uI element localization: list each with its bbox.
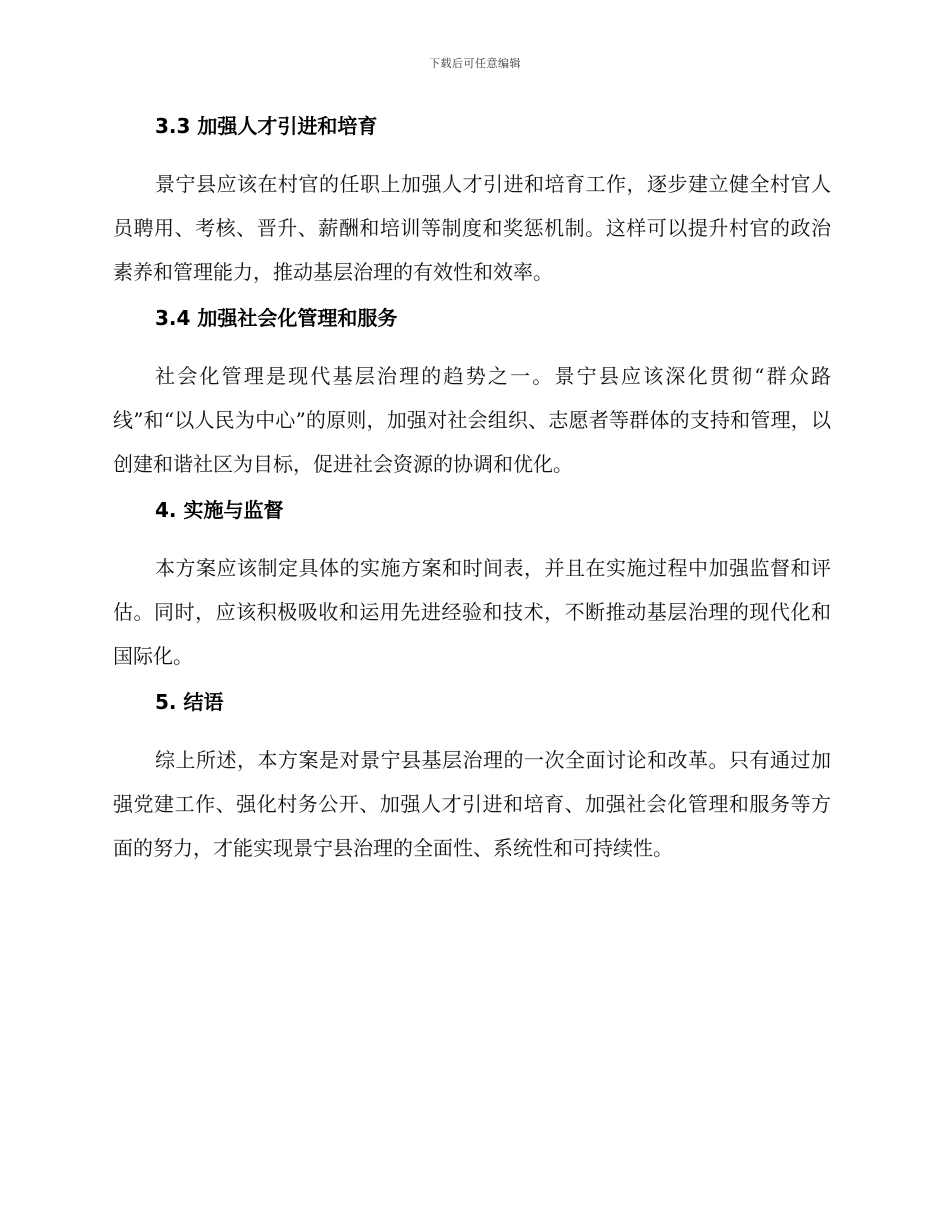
section-paragraph-5: 综上所述，本方案是对景宁县基层治理的一次全面讨论和改革。只有通过加强党建工作、强化村务公开、加强人才引进和培育、加强社会化管理和服务等方面的努力，才能实现景宁县治理的全面性、系统性和可持续性。 [113,748,831,860]
section-heading-5: 5. 结语 [155,690,224,714]
section-heading-4: 4. 实施与监督 [155,498,284,522]
page-header: 下载后可任意编辑 [429,57,521,70]
section-heading-3-4: 3.4 加强社会化管理和服务 [155,306,398,330]
section-paragraph-3-3: 景宁县应该在村官的任职上加强人才引进和培育工作，逐步建立健全村官人员聘用、考核、晋升、薪酬和培训等制度和奖惩机制。这样可以提升村官的政治素养和管理能力，推动基层治理的有效性和效率。 [113,172,831,284]
document-body [113,112,831,880]
section-heading-3-3: 3.3 加强人才引进和培育 [155,114,378,138]
section-paragraph-4: 本方案应该制定具体的实施方案和时间表，并且在实施过程中加强监督和评估。同时，应该积极吸收和运用先进经验和技术，不断推动基层治理的现代化和国际化。 [113,556,831,668]
section-paragraph-3-4: 社会化管理是现代基层治理的趋势之一。景宁县应该深化贯彻“群众路线”和“以人民为中心”的原则，加强对社会组织、志愿者等群体的支持和管理，以创建和谐社区为目标，促进社会资源的协调和优化。 [113,364,831,476]
